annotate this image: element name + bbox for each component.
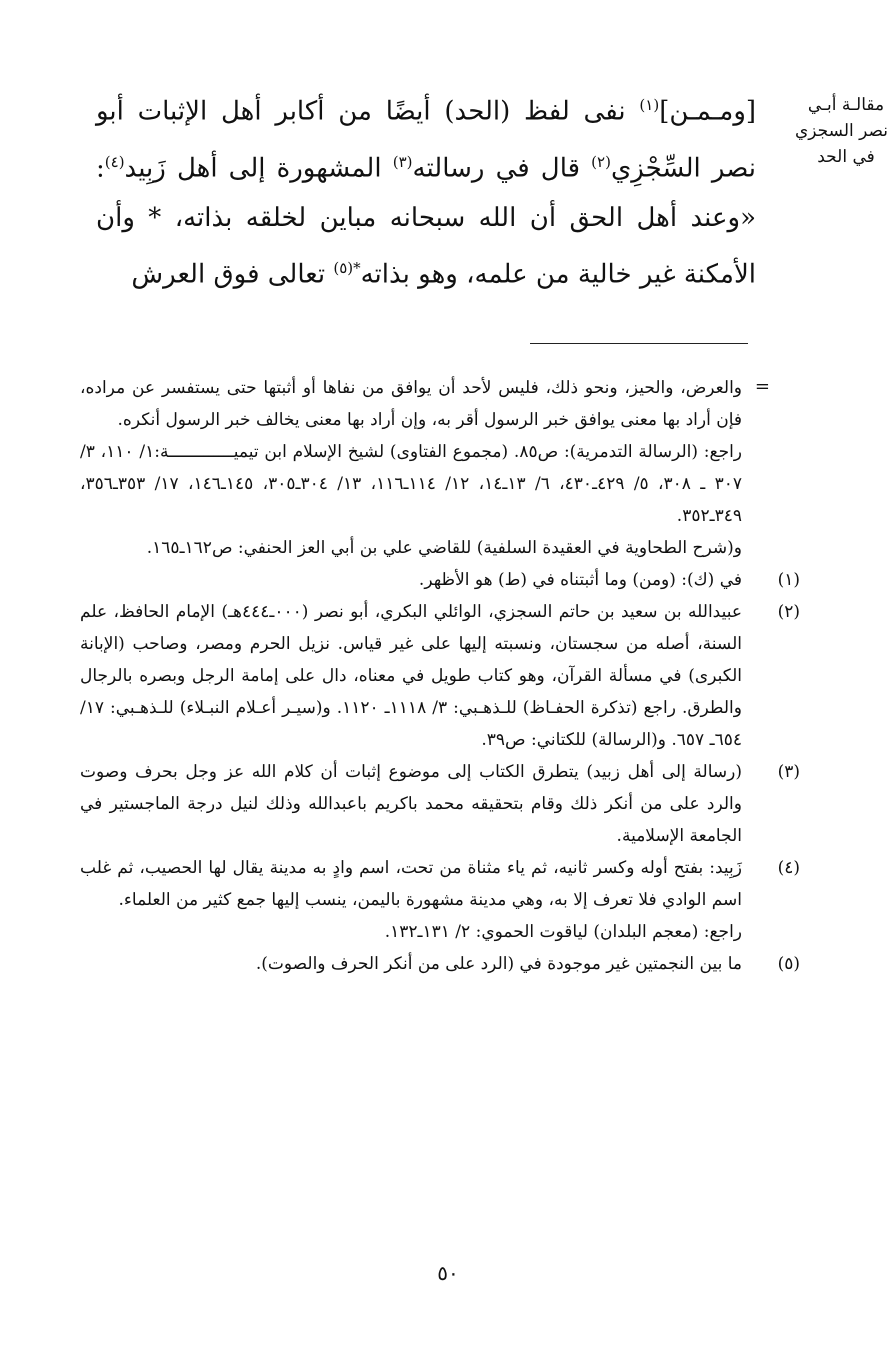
main-text bbox=[96, 80, 756, 300]
footnote-marker: *(٥) bbox=[333, 259, 361, 278]
main-text-segment: المشهورة إلى أهل زَبِيد bbox=[124, 153, 382, 184]
footnote-item bbox=[80, 596, 800, 756]
footnote-marker: (١) bbox=[639, 96, 660, 114]
main-text-segment: تعالى فوق العرش bbox=[131, 259, 326, 290]
footnote-number: (٣) bbox=[777, 762, 800, 782]
main-text-segment: [ومـمـن] bbox=[659, 96, 757, 127]
footnote-paragraph: عبيدالله بن سعيد بن حاتم السجزي، الوائلي البكري، أبو نصر (٠٠٠ـ٤٤٤هـ) الإمام الحافظ، علم السنة، أصله من سجستان، ونسبته إليها على غير قياس. نزيل الحرم ومصر، وصاحب (الإبانة الكبرى) في مسألة القرآن، وهو كتاب طويل في معناه، دال على إمامة الرجل وبصره بالرجال والطرق. راجع (تذكرة الحفـاظ) للـذهـبي: ٣/ ١١١٨ـ ١١٢٠. و(سيـر أعـلام النبـلاء) للـذهـبي: ١٧/ ٦٥٤ـ ٦٥٧. و(الرسالة) للكتاني: ص٣٩. bbox=[80, 602, 742, 750]
footnote-marker: (٢) bbox=[591, 152, 611, 171]
footnote-paragraph: في (ك): (ومن) وما أثبتناه في (ط) هو الأظهر. bbox=[418, 570, 742, 590]
footnote-number: (٢) bbox=[777, 602, 800, 622]
footnote-paragraph: و(شرح الطحاوية في العقيدة السلفية) للقاضي علي بن أبي العز الحنفي: ص١٦٢ـ١٦٥. bbox=[146, 538, 742, 558]
page-number: ٥٠ bbox=[437, 1261, 459, 1285]
footnote-item bbox=[80, 852, 800, 948]
main-text-segment: قال في رسالته bbox=[412, 153, 581, 184]
footnote-paragraph: زَبِيد: بفتح أوله وكسر ثانيه، ثم ياء مثناة من تحت، اسم وادٍ به مدينة يقال لها الحصيب، ثم غلب اسم الوادي فلا تعرف إلا به، وهي مدينة مشهورة باليمن، ينسب إليها جمع كثير من العلماء. bbox=[80, 858, 742, 910]
main-paragraph bbox=[96, 80, 756, 300]
main-text-segment: : «وعند أهل الحق أن الله سبحانه مباين لخلقه بذاته، * وأن الأمكنة غير خالية من علمه، وهو بذاته bbox=[96, 153, 756, 290]
footnote-paragraph: ما بين النجمتين غير موجودة في (الرد على من أنكر الحرف والصوت). bbox=[255, 954, 742, 974]
margin-heading-line: في الحد bbox=[817, 147, 875, 167]
footnote-item bbox=[80, 948, 800, 980]
footnote-paragraph: (رسالة إلى أهل زبيد) يتطرق الكتاب إلى موضوع إثبات أن كلام الله عز وجل بحرف وصوت والرد على من أنكر ذلك وقام بتحقيقه محمد باكريم باعبدالله وذلك لنيل درجة الماجستير في الجامعة الإسلامية. bbox=[80, 762, 742, 846]
footnote-number: (١) bbox=[777, 570, 800, 590]
main-text-segment: نفى لفظ (الحد) أيضًا من أكابر أهل الإثبات أبو نصر السِّجْزِي bbox=[96, 96, 757, 184]
footnote-marker: (٣) bbox=[392, 152, 413, 171]
footnote-marker: (٤) bbox=[104, 152, 125, 171]
continuation-mark: = bbox=[754, 376, 770, 397]
footnote-paragraph: راجع: (معجم البلدان) لياقوت الحموي: ٢/ ١٣١ـ١٣٢. bbox=[384, 922, 742, 942]
margin-heading bbox=[795, 92, 888, 170]
footnote-paragraph: راجع: (الرسالة التدمرية): ص٨٥. (مجموع الفتاوى) لشيخ الإسلام ابن تيميـــــــــــــة:١/ ١١٠، ٣/ ٣٠٧ ـ ٣٠٨، ٥/ ٤٢٩ـ٤٣٠، ٦/ ١٣ـ١٤، ١٢/ ١١٤ـ١١٦، ١٣/ ٣٠٤ـ٣٠٥، ١٤٥ـ١٤٦، ١٧/ ٣٥٣ـ٣٥٦، ٣٤٩ـ٣٥٢. bbox=[80, 442, 743, 526]
footnote-number: (٤) bbox=[777, 858, 800, 878]
margin-heading-line: مقالـة أبـي bbox=[807, 95, 885, 115]
footnote-item bbox=[80, 564, 800, 596]
footnote-separator bbox=[530, 343, 748, 344]
footnote-continuation bbox=[80, 372, 800, 564]
footnote-item bbox=[80, 756, 800, 852]
footnote-paragraph: والعرض، والحيز، ونحو ذلك، فليس لأحد أن يوافق من نفاها أو أثبتها حتى يستفسر عن مراده، فإن أراد بها معنى يوافق خبر الرسول أقر به، وإن أراد بها معنى يخالف خبر الرسول أنكره. bbox=[80, 378, 742, 430]
margin-heading-line: نصر السجزي bbox=[795, 121, 888, 141]
footnotes bbox=[80, 372, 800, 980]
footnote-number: (٥) bbox=[777, 954, 800, 974]
